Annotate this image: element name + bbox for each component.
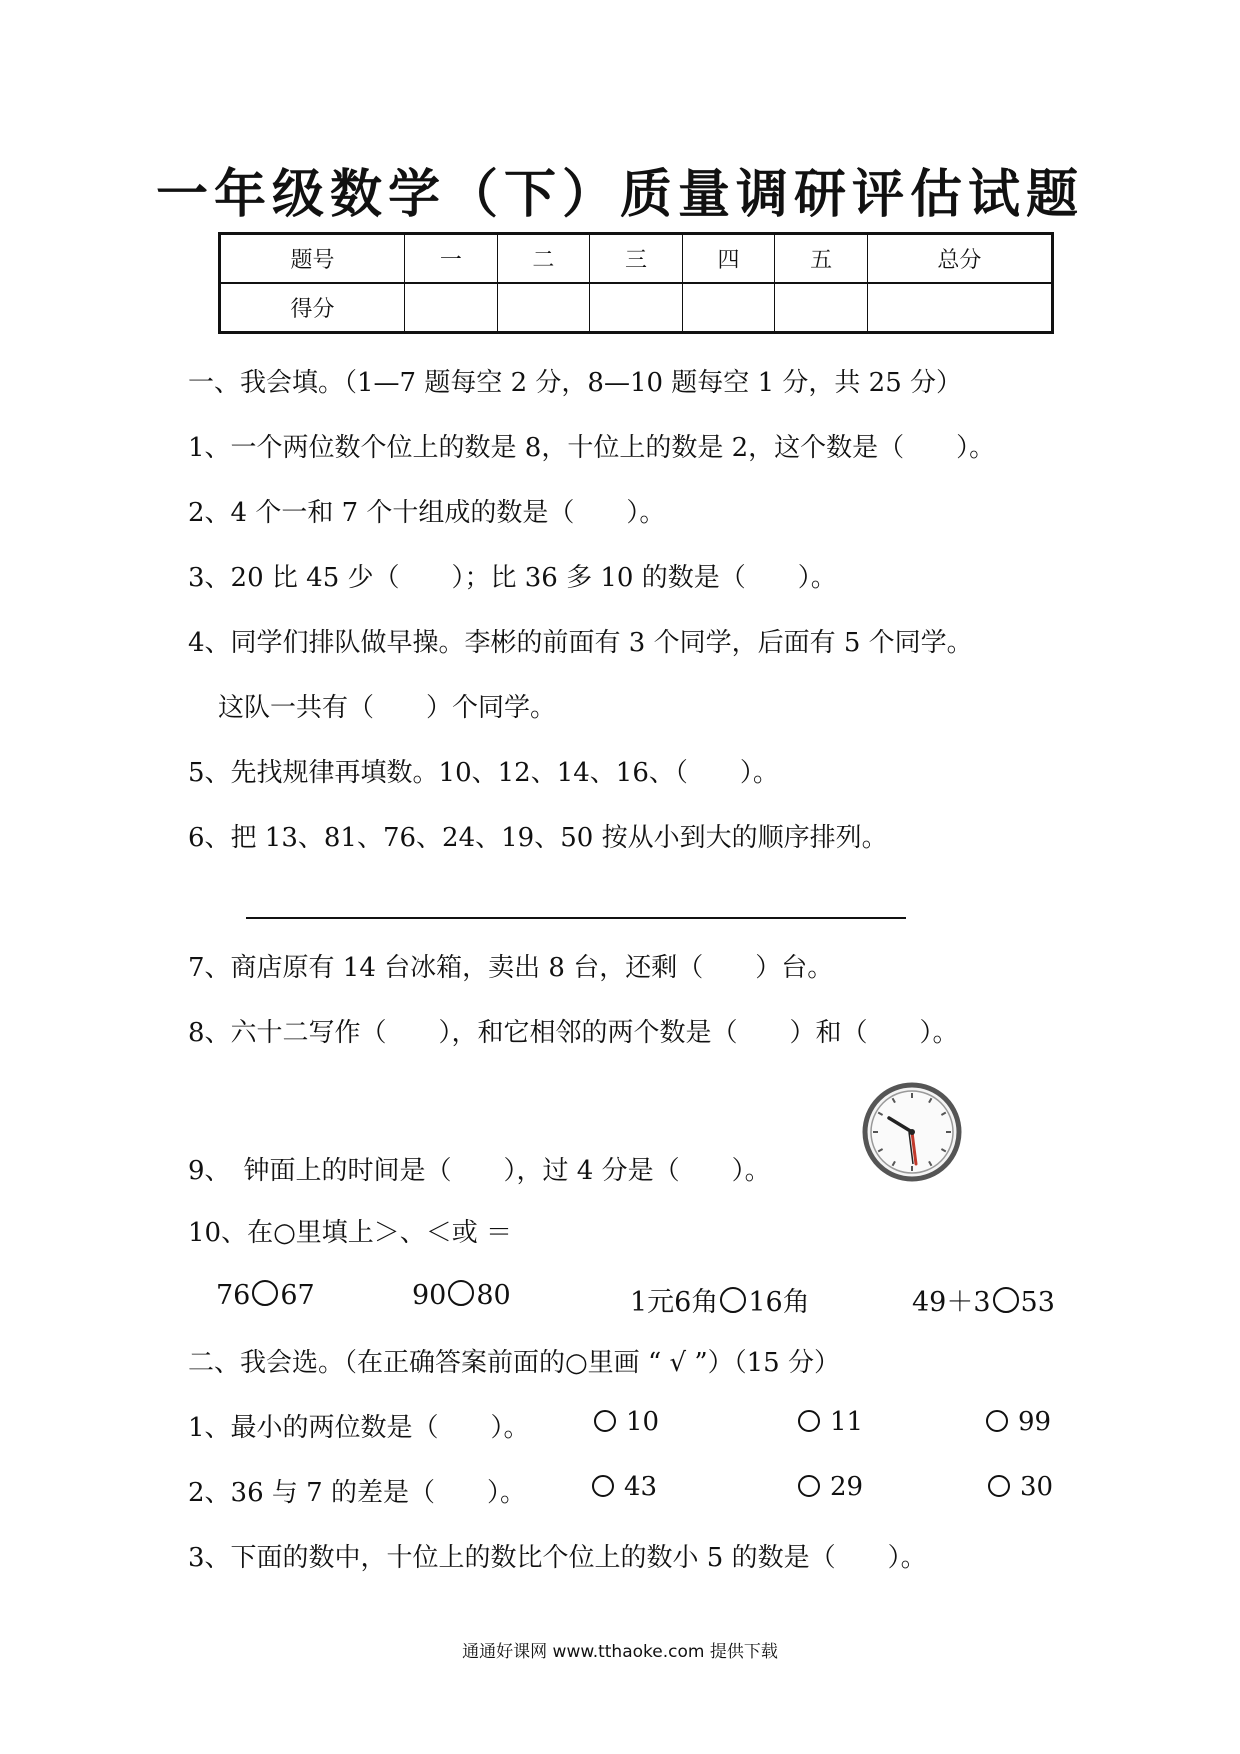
compare-item: 76 67 xyxy=(216,1280,315,1311)
clock-face-icon xyxy=(862,1082,962,1182)
question-1-2: 2、4 个一和 7 个十组成的数是（ ）。 xyxy=(188,498,666,528)
score-header-cell: 五 xyxy=(775,234,868,284)
score-row-label: 得分 xyxy=(220,283,405,333)
score-header-cell: 一 xyxy=(405,234,498,284)
question-1-4-continued: 这队一共有（ ）个同学。 xyxy=(218,693,557,723)
score-table-header-row xyxy=(220,234,1053,284)
question-2-2: 2、36 与 7 的差是（ ）。 xyxy=(188,1478,526,1508)
score-table xyxy=(218,232,1054,334)
choice-circle[interactable] xyxy=(594,1410,616,1432)
score-cell[interactable] xyxy=(590,283,683,333)
question-2-1: 1、最小的两位数是（ ）。 xyxy=(188,1413,530,1443)
section2-heading: 二、我会选。（在正确答案前面的○里画 “ √ ”）（15 分） xyxy=(188,1348,840,1378)
score-header-cell: 三 xyxy=(590,234,683,284)
question-1-5: 5、先找规律再填数。10、12、14、16、（ ）。 xyxy=(188,758,779,788)
compare-item: 1元6角 16角 xyxy=(630,1287,810,1318)
question-2-3: 3、下面的数中，十位上的数比个位上的数小 5 的数是（ ）。 xyxy=(188,1543,927,1573)
score-header-cell: 总分 xyxy=(867,234,1052,284)
score-cell[interactable] xyxy=(775,283,868,333)
score-header-cell: 题号 xyxy=(220,234,405,284)
choice-option[interactable]: 29 xyxy=(796,1472,863,1502)
score-cell[interactable] xyxy=(405,283,498,333)
choice-option[interactable]: 30 xyxy=(986,1472,1053,1502)
score-header-cell: 四 xyxy=(682,234,775,284)
choice-option[interactable]: 99 xyxy=(984,1407,1051,1437)
question-1-7: 7、商店原有 14 台冰箱，卖出 8 台，还剩（ ）台。 xyxy=(188,953,834,983)
compare-circle[interactable] xyxy=(252,1280,278,1306)
choice-circle[interactable] xyxy=(988,1475,1010,1497)
question-1-1: 1、一个两位数个位上的数是 8，十位上的数是 2，这个数是（ ）。 xyxy=(188,433,996,463)
compare-circle[interactable] xyxy=(448,1280,474,1306)
question-1-4: 4、同学们排队做早操。李彬的前面有 3 个同学，后面有 5 个同学。 xyxy=(188,628,973,658)
choice-circle[interactable] xyxy=(592,1475,614,1497)
choice-option[interactable]: 10 xyxy=(592,1407,659,1437)
footer-text: 通通好课网 www.tthaoke.com 提供下载 xyxy=(462,1642,778,1662)
choice-option[interactable]: 43 xyxy=(590,1472,657,1502)
answer-line[interactable] xyxy=(246,917,906,919)
choice-circle[interactable] xyxy=(986,1410,1008,1432)
score-header-cell: 二 xyxy=(497,234,590,284)
choice-circle[interactable] xyxy=(798,1475,820,1497)
compare-circle[interactable] xyxy=(720,1287,746,1313)
choice-circle[interactable] xyxy=(798,1410,820,1432)
score-cell[interactable] xyxy=(867,283,1052,333)
score-cell[interactable] xyxy=(682,283,775,333)
question-1-6: 6、把 13、81、76、24、19、50 按从小到大的顺序排列。 xyxy=(188,823,888,853)
page-title: 一年级数学（下）质量调研评估试题 xyxy=(155,165,1084,225)
question-1-8: 8、六十二写作（ ），和它相邻的两个数是（ ）和（ ）。 xyxy=(188,1018,959,1048)
question-1-3: 3、20 比 45 少（ ）；比 36 多 10 的数是（ ）。 xyxy=(188,563,837,593)
section1-heading: 一、我会填。（1—7 题每空 2 分，8—10 题每空 1 分，共 25 分） xyxy=(188,368,962,398)
score-table-score-row xyxy=(220,283,1053,333)
compare-circle[interactable] xyxy=(993,1287,1019,1313)
question-1-9: 9、 钟面上的时间是（ ），过 4 分是（ ）。 xyxy=(188,1156,771,1186)
score-cell[interactable] xyxy=(497,283,590,333)
compare-item: 49＋3 53 xyxy=(912,1287,1055,1318)
compare-item: 90 80 xyxy=(412,1280,511,1311)
question-1-10: 10、在○里填上＞、＜或 ＝ xyxy=(188,1218,513,1248)
choice-option[interactable]: 11 xyxy=(796,1407,863,1437)
